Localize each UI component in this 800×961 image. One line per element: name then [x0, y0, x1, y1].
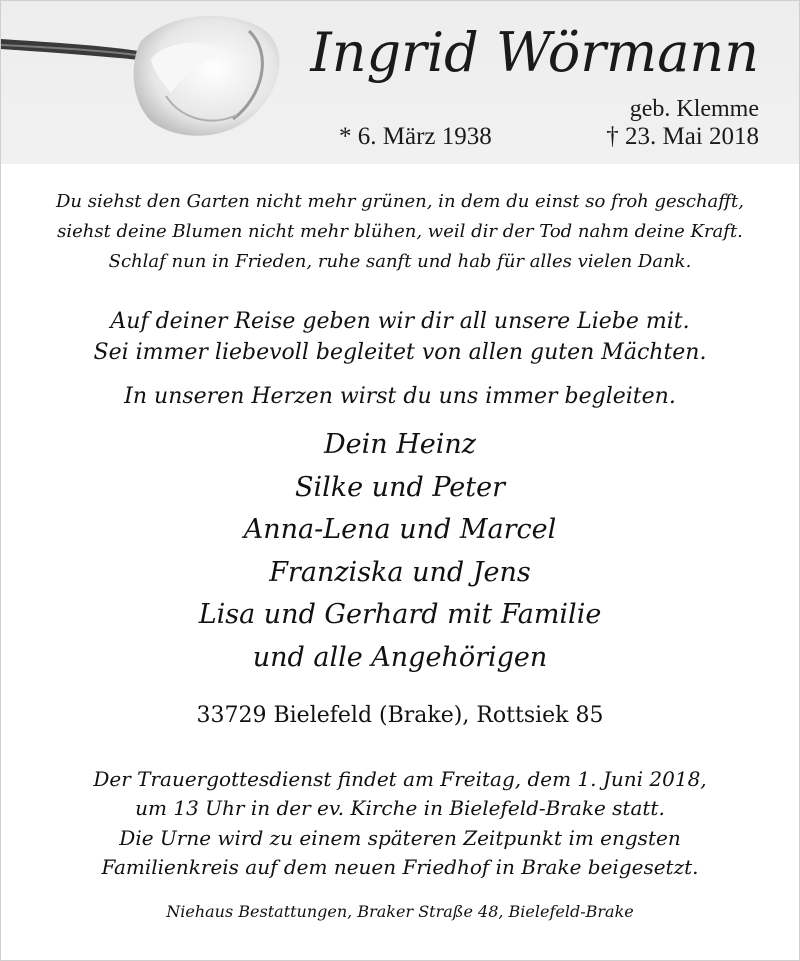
funeral-service-info	[1, 765, 799, 823]
family-address	[1, 701, 799, 731]
mourner-line: Anna-Lena und Marcel	[243, 514, 557, 545]
mourner-line: Silke und Peter	[294, 471, 505, 503]
maiden-name: geb. Klemme	[629, 96, 759, 122]
urn-line: Die Urne wird zu einem späteren Zeitpunkt im engsten	[119, 826, 681, 850]
funeral-home-line: Niehaus Bestattungen, Braker Straße 48, Bielefeld-Brake	[166, 902, 634, 921]
mourners-list	[1, 424, 799, 679]
mourner-line: und alle Angehörigen	[252, 641, 548, 673]
farewell-closing	[1, 381, 799, 412]
poem	[1, 187, 799, 277]
address-line: 33729 Bielefeld (Brake), Rottsiek 85	[196, 703, 604, 728]
funeral-home	[1, 900, 799, 924]
mourner-line: Franziska und Jens	[269, 556, 531, 588]
farewell-verse	[1, 306, 799, 368]
urn-burial-info	[1, 824, 799, 882]
mourner-line: Dein Heinz	[323, 429, 476, 460]
poem-line: Du siehst den Garten nicht mehr grünen, in dem du einst so froh geschafft,	[55, 191, 744, 212]
birth-date: * 6. März 1938	[339, 123, 492, 150]
service-line: um 13 Uhr in der ev. Kirche in Bielefeld-Brake statt.	[135, 796, 665, 820]
poem-line: siehst deine Blumen nicht mehr blühen, weil dir der Tod nahm deine Kraft.	[57, 221, 743, 242]
poem-line: Schlaf nun in Frieden, ruhe sanft und hab für alles vielen Dank.	[108, 251, 692, 272]
service-line: Der Trauergottesdienst findet am Freitag, dem 1. Juni 2018,	[93, 767, 707, 791]
verse-closing-line: In unseren Herzen wirst du uns immer begleiten.	[124, 384, 676, 409]
verse-line: Sei immer liebevoll begleitet von allen guten Mächten.	[93, 340, 707, 365]
verse-line: Auf deiner Reise geben wir dir all unsere Liebe mit.	[110, 309, 690, 334]
header-panel	[1, 1, 799, 164]
mourner-line: Lisa und Gerhard mit Familie	[198, 599, 602, 630]
deceased-name: Ingrid Wörmann	[310, 21, 759, 84]
death-date: † 23. Mai 2018	[606, 123, 759, 150]
calla-lily-image	[1, 1, 291, 164]
urn-line: Familienkreis auf dem neuen Friedhof in Brake beigesetzt.	[101, 855, 699, 879]
